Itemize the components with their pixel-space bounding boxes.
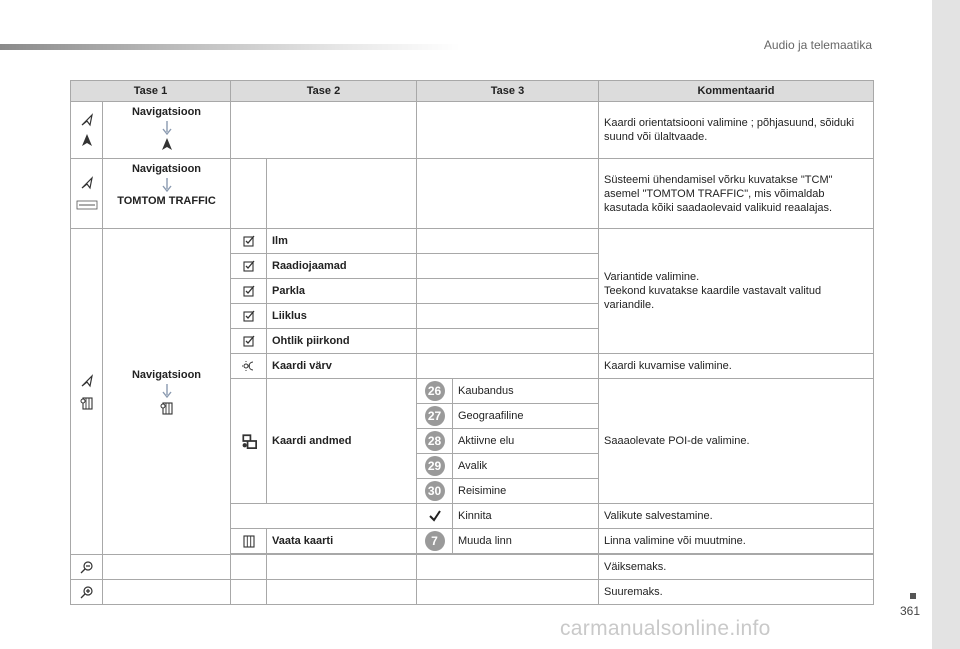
comment-cell: Valikute salvestamine.	[599, 504, 874, 529]
header-level1: Tase 1	[71, 81, 231, 102]
map-data-icon-cell	[231, 379, 267, 504]
empty-cell	[267, 580, 417, 605]
poi-number-badge: 29	[425, 456, 445, 476]
map-icon	[242, 534, 256, 548]
day-night-icon	[242, 359, 256, 373]
view-map-icon-cell	[231, 529, 267, 554]
confirm-label: Kinnita	[453, 504, 599, 529]
empty-cell	[417, 254, 599, 279]
tomtom-traffic-icon	[76, 198, 98, 212]
variant-label: Raadiojaamad	[267, 254, 417, 279]
empty-cell	[417, 580, 599, 605]
checkbox-icon-cell	[231, 304, 267, 329]
empty-cell	[103, 580, 231, 605]
comment-cell	[599, 229, 874, 354]
section-title: Audio ja telemaatika	[763, 38, 872, 52]
zoom-in-icon-cell	[71, 580, 103, 605]
checkbox-icon	[242, 234, 256, 248]
checkbox-icon-cell	[231, 254, 267, 279]
change-city-number-cell	[417, 529, 453, 554]
comment-cell: Kaardi kuvamise valimine.	[599, 354, 874, 379]
empty-cell	[417, 159, 599, 229]
arrow-down-icon	[162, 384, 172, 398]
empty-cell	[231, 102, 417, 159]
empty-cell	[417, 229, 599, 254]
poi-label: Geograafiline	[453, 404, 599, 429]
poi-label: Kaubandus	[453, 379, 599, 404]
table-row	[71, 580, 874, 605]
arrow-down-icon	[162, 178, 172, 192]
variant-label: Parkla	[267, 279, 417, 304]
poi-label: Aktiivne elu	[453, 429, 599, 454]
table-header-row	[71, 81, 874, 102]
empty-cell	[103, 555, 231, 580]
comment-cell: Linna valimine või muutmine.	[599, 529, 874, 554]
poi-label: Reisimine	[453, 479, 599, 504]
table-row	[71, 555, 874, 580]
empty-cell	[417, 329, 599, 354]
checkbox-icon	[242, 309, 256, 323]
poi-number-cell	[417, 404, 453, 429]
empty-cell	[231, 504, 417, 529]
level1-label: Navigatsioon	[131, 163, 202, 175]
map-colour-label: Kaardi värv	[267, 354, 417, 379]
day-night-icon-cell	[231, 354, 267, 379]
level1-cell	[103, 102, 231, 159]
level1-cell	[103, 229, 231, 555]
checkmark-icon	[428, 509, 442, 523]
empty-cell	[417, 354, 599, 379]
comment-cell: Väiksemaks.	[599, 555, 874, 580]
level1-label: Navigatsioon	[131, 106, 202, 118]
header-gradient-bar	[0, 44, 460, 50]
view-map-label: Vaata kaarti	[267, 529, 417, 554]
empty-cell	[267, 159, 417, 229]
poi-number-cell	[417, 454, 453, 479]
comment-cell: Suuremaks.	[599, 580, 874, 605]
table-row	[71, 229, 874, 254]
nav-icon-cell	[71, 102, 103, 159]
page-number: 361	[899, 604, 920, 618]
empty-cell	[231, 555, 267, 580]
variant-label: Ohtlik piirkond	[267, 329, 417, 354]
poi-label: Avalik	[453, 454, 599, 479]
checkbox-icon-cell	[231, 329, 267, 354]
empty-cell	[231, 159, 267, 229]
map-data-label: Kaardi andmed	[267, 379, 417, 504]
empty-cell	[417, 102, 599, 159]
checkbox-icon	[242, 259, 256, 273]
north-up-icon	[160, 137, 174, 151]
page-marker	[910, 593, 916, 599]
zoom-in-icon	[80, 585, 94, 599]
checkbox-icon	[242, 334, 256, 348]
watermark: carmanualsonline.info	[560, 617, 771, 640]
empty-cell	[417, 279, 599, 304]
empty-cell	[417, 555, 599, 580]
level1-label: Navigatsioon	[131, 369, 202, 382]
header-level3: Tase 3	[417, 81, 599, 102]
poi-number-badge: 26	[425, 381, 445, 401]
side-tab	[932, 0, 960, 649]
navigation-arrow-icon	[80, 176, 94, 190]
map-settings-icon	[160, 401, 174, 415]
menu-table	[70, 80, 874, 605]
comment-line: Variantide valimine.	[604, 271, 700, 283]
nav-icon-cell	[71, 229, 103, 555]
poi-number-cell	[417, 429, 453, 454]
comment-cell: Kaardi orientatsiooni valimine ; põhjasuund, sõiduki suund või ülaltvaade.	[599, 102, 874, 159]
level1-sublabel: TOMTOM TRAFFIC	[117, 195, 216, 207]
table-row	[71, 102, 874, 159]
map-data-icon	[239, 431, 259, 451]
poi-number-badge: 28	[425, 431, 445, 451]
city-number-badge: 7	[425, 531, 445, 551]
checkbox-icon-cell	[231, 279, 267, 304]
empty-cell	[231, 580, 267, 605]
checkbox-icon-cell	[231, 229, 267, 254]
header-comments: Kommentaarid	[599, 81, 874, 102]
arrow-down-icon	[162, 121, 172, 135]
checkbox-icon	[242, 284, 256, 298]
variant-label: Liiklus	[267, 304, 417, 329]
variant-label: Ilm	[267, 229, 417, 254]
poi-number-cell	[417, 379, 453, 404]
empty-cell	[267, 555, 417, 580]
empty-cell	[417, 304, 599, 329]
level1-cell	[103, 159, 231, 229]
poi-number-cell	[417, 479, 453, 504]
confirm-icon-cell	[417, 504, 453, 529]
nav-icon-cell	[71, 159, 103, 229]
zoom-out-icon-cell	[71, 555, 103, 580]
table-row	[71, 159, 874, 229]
comment-cell: Saaaolevate POI-de valimine.	[599, 379, 874, 504]
change-city-label: Muuda linn	[453, 529, 599, 554]
comment-cell: Süsteemi ühendamisel võrku kuvatakse "TCM" asemel "TOMTOM TRAFFIC", mis võimaldab kasutada kõiki saadaolevaid valikuid reaalajas.	[599, 159, 874, 229]
header-level2: Tase 2	[231, 81, 417, 102]
map-settings-icon	[80, 396, 94, 410]
poi-number-badge: 30	[425, 481, 445, 501]
zoom-out-icon	[80, 560, 94, 574]
navigation-arrow-icon	[80, 374, 94, 388]
comment-line: Teekond kuvatakse kaardile vastavalt valitud variandile.	[604, 285, 822, 311]
poi-number-badge: 27	[425, 406, 445, 426]
north-up-icon	[80, 133, 94, 147]
navigation-arrow-icon	[80, 113, 94, 127]
